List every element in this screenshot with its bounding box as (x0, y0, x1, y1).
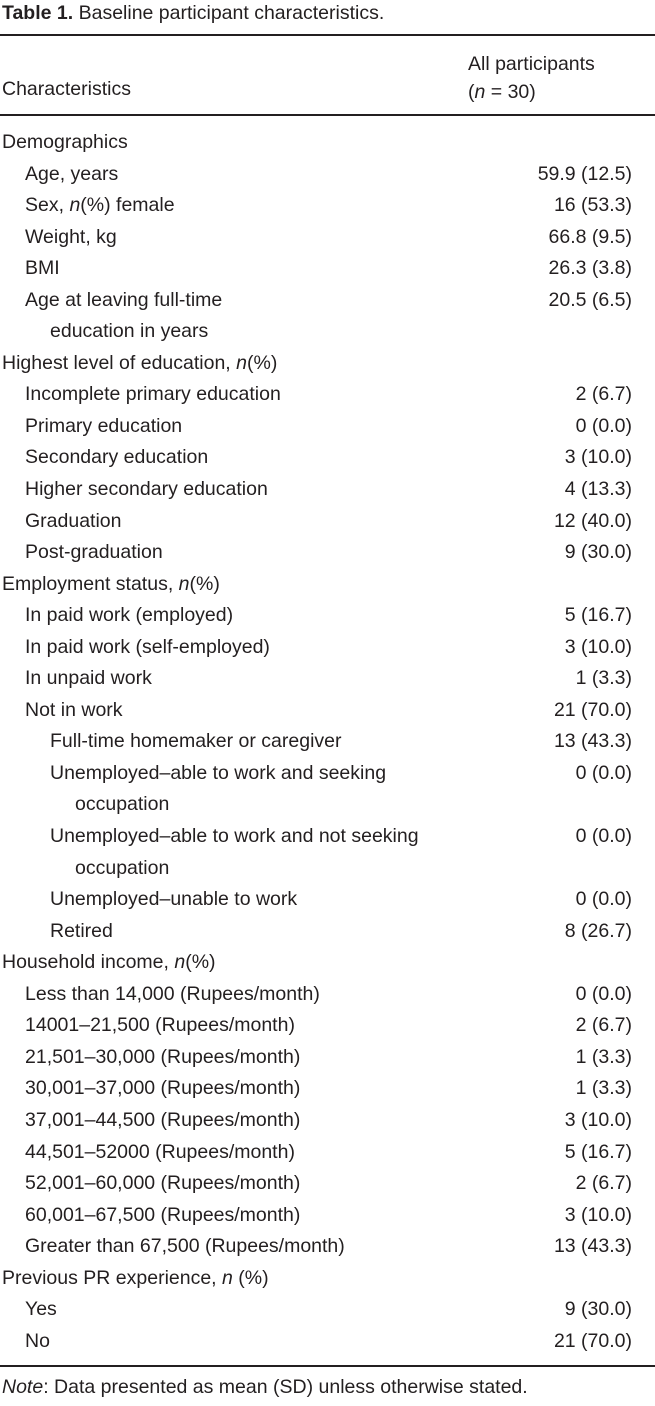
row-value: 2 (6.7) (575, 1014, 632, 1037)
table-row (0, 821, 655, 884)
row-label-part: Graduation (25, 509, 122, 532)
row-label-part: No (25, 1329, 50, 1352)
row-value: 1 (3.3) (575, 667, 632, 690)
row-label-part: 37,001–44,500 (Rupees/month) (25, 1108, 301, 1131)
row-label (0, 442, 655, 474)
row-value: 21 (70.0) (553, 1329, 632, 1352)
row-label-part: Less than 14,000 (Rupees/month) (25, 982, 320, 1005)
table-row (0, 1168, 655, 1200)
row-label (0, 1263, 655, 1295)
row-label (0, 1073, 655, 1105)
row-label-part: 60,001–67,500 (Rupees/month) (25, 1203, 301, 1226)
table-title (2, 2, 384, 25)
header-rule (0, 114, 655, 116)
row-label-part: n (178, 572, 190, 595)
row-value: 0 (0.0) (575, 982, 632, 1005)
table-row (0, 190, 655, 222)
row-label-part: n (69, 194, 81, 217)
row-value: 3 (10.0) (564, 1108, 632, 1131)
row-label-part: Household income, (2, 951, 175, 974)
note-text: : Data presented as mean (SD) unless otherwise stated. (43, 1376, 528, 1398)
row-label-part: (%) (232, 1266, 269, 1289)
row-label (0, 600, 655, 632)
row-value: 0 (0.0) (575, 761, 632, 784)
table-row (0, 726, 655, 758)
table-row (0, 474, 655, 506)
row-value: 21 (70.0) (553, 698, 632, 721)
row-value: 0 (0.0) (575, 414, 632, 437)
row-label-part: Employment status, (2, 572, 179, 595)
section-header-row (0, 348, 655, 380)
row-label-part: 30,001–37,000 (Rupees/month) (25, 1077, 301, 1100)
row-value: 8 (26.7) (564, 919, 632, 942)
row-label (0, 474, 655, 506)
table-row (0, 884, 655, 916)
row-label-part: Post-graduation (25, 541, 163, 564)
row-label-part: n (174, 951, 186, 974)
row-label-part: n (236, 351, 248, 374)
row-label (0, 1294, 655, 1326)
row-label-part: Primary education (25, 414, 183, 437)
table-row (0, 979, 655, 1011)
row-label (0, 884, 655, 916)
row-value: 59.9 (12.5) (537, 162, 632, 185)
row-label-part: 52,001–60,000 (Rupees/month) (25, 1172, 301, 1195)
row-label (0, 821, 655, 853)
row-label-part: 21,501–30,000 (Rupees/month) (25, 1045, 301, 1068)
row-label-part: (%) (185, 951, 216, 974)
row-value: 3 (10.0) (564, 635, 632, 658)
top-rule (0, 34, 655, 36)
table-row (0, 600, 655, 632)
row-value: 4 (13.3) (564, 478, 632, 501)
row-label (0, 537, 655, 569)
row-label-part: Unemployed–unable to work (50, 888, 298, 911)
table-note (2, 1376, 528, 1399)
table-row (0, 222, 655, 254)
row-label-part: Incomplete primary education (25, 383, 281, 406)
row-label-part: Retired (50, 919, 113, 942)
row-value: 5 (16.7) (564, 1140, 632, 1163)
table-body (0, 127, 655, 1357)
row-label-part: Not in work (25, 698, 123, 721)
table-number: Table 1. (2, 2, 74, 24)
table-row (0, 1326, 655, 1358)
row-label (0, 1168, 655, 1200)
table-row (0, 1137, 655, 1169)
row-value: 16 (53.3) (553, 194, 632, 217)
table-row (0, 1200, 655, 1232)
row-label-part: Weight, kg (25, 225, 117, 248)
row-label-part: n (222, 1266, 233, 1289)
section-header-row (0, 127, 655, 159)
section-header-row (0, 569, 655, 601)
row-label-part: Unemployed–able to work and seeking (50, 761, 387, 784)
row-label (0, 411, 655, 443)
row-label (0, 979, 655, 1011)
row-value: 2 (6.7) (575, 1172, 632, 1195)
table-caption: Baseline participant characteristics. (78, 2, 385, 24)
row-label-part: Greater than 67,500 (Rupees/month) (25, 1235, 345, 1258)
row-label-part: Sex, (25, 194, 70, 217)
row-label-continuation: occupation (75, 793, 170, 816)
row-label (0, 569, 655, 601)
header-line-1: All participants (468, 53, 595, 75)
table-row (0, 159, 655, 191)
row-value: 26.3 (3.8) (548, 257, 632, 280)
row-label-part: (%) (247, 351, 278, 374)
row-label-continuation: occupation (75, 856, 170, 879)
row-value: 2 (6.7) (575, 383, 632, 406)
row-value: 12 (40.0) (553, 509, 632, 532)
row-label-part: Previous PR experience, (2, 1266, 223, 1289)
row-label (0, 1137, 655, 1169)
row-label-part: Unemployed–able to work and not seeking (50, 825, 419, 848)
row-value: 5 (16.7) (564, 604, 632, 627)
row-value: 9 (30.0) (564, 541, 632, 564)
row-label (0, 379, 655, 411)
row-label-part: Age, years (25, 162, 119, 185)
table-row (0, 253, 655, 285)
table-row (0, 1073, 655, 1105)
row-label (0, 127, 655, 159)
row-label-part: Full-time homemaker or caregiver (50, 730, 342, 753)
table-row (0, 1010, 655, 1042)
row-label (0, 663, 655, 695)
table-row (0, 758, 655, 821)
row-label (0, 1042, 655, 1074)
table-row (0, 1294, 655, 1326)
row-label (0, 947, 655, 979)
row-value: 0 (0.0) (575, 825, 632, 848)
row-label-part: In paid work (employed) (25, 604, 234, 627)
table-row (0, 506, 655, 538)
column-header-characteristics: Characteristics (2, 78, 131, 100)
row-label (0, 916, 655, 948)
bottom-rule (0, 1365, 655, 1367)
row-value: 3 (10.0) (564, 446, 632, 469)
row-label-part: (%) female (80, 194, 175, 217)
row-label-part: 44,501–52000 (Rupees/month) (25, 1140, 295, 1163)
row-label-part: Demographics (2, 131, 128, 153)
row-value: 13 (43.3) (553, 1235, 632, 1258)
row-label-part: Age at leaving full-time (25, 288, 223, 311)
header-line-2 (468, 78, 595, 106)
row-label-part: (%) (189, 572, 220, 595)
row-label-part: Secondary education (25, 446, 209, 469)
row-label (0, 758, 655, 790)
row-label-part: 14001–21,500 (Rupees/month) (25, 1014, 295, 1037)
table-row (0, 285, 655, 348)
row-value: 3 (10.0) (564, 1203, 632, 1226)
row-label-part: In unpaid work (25, 667, 152, 690)
row-label (0, 1105, 655, 1137)
table-row (0, 379, 655, 411)
section-header-row (0, 947, 655, 979)
table-row (0, 537, 655, 569)
row-value: 20.5 (6.5) (548, 288, 632, 311)
row-label-part: Yes (25, 1298, 57, 1321)
column-header-all-participants (468, 50, 595, 106)
note-label: Note (2, 1376, 44, 1398)
row-label-continuation: education in years (50, 320, 209, 343)
table-row (0, 663, 655, 695)
row-label (0, 348, 655, 380)
row-label (0, 1200, 655, 1232)
section-header-row (0, 1263, 655, 1295)
header-n-value: = 30) (485, 81, 536, 103)
table-row (0, 632, 655, 664)
header-n: n (474, 81, 486, 103)
header-paren: ( (468, 81, 475, 103)
row-value: 66.8 (9.5) (548, 225, 632, 248)
table-row (0, 1231, 655, 1263)
table-row (0, 411, 655, 443)
row-label-part: BMI (25, 257, 60, 280)
row-label-part: Higher secondary education (25, 478, 268, 501)
table-row (0, 1042, 655, 1074)
row-value: 0 (0.0) (575, 888, 632, 911)
table-row (0, 442, 655, 474)
table-row (0, 916, 655, 948)
table-row (0, 695, 655, 727)
row-label-part: Highest level of education, (2, 351, 237, 374)
row-value: 1 (3.3) (575, 1077, 632, 1100)
row-label-part: In paid work (self-employed) (25, 635, 270, 658)
row-label (0, 1010, 655, 1042)
table-row (0, 1105, 655, 1137)
row-value: 9 (30.0) (564, 1298, 632, 1321)
row-value: 13 (43.3) (553, 730, 632, 753)
row-label (0, 632, 655, 664)
row-value: 1 (3.3) (575, 1045, 632, 1068)
